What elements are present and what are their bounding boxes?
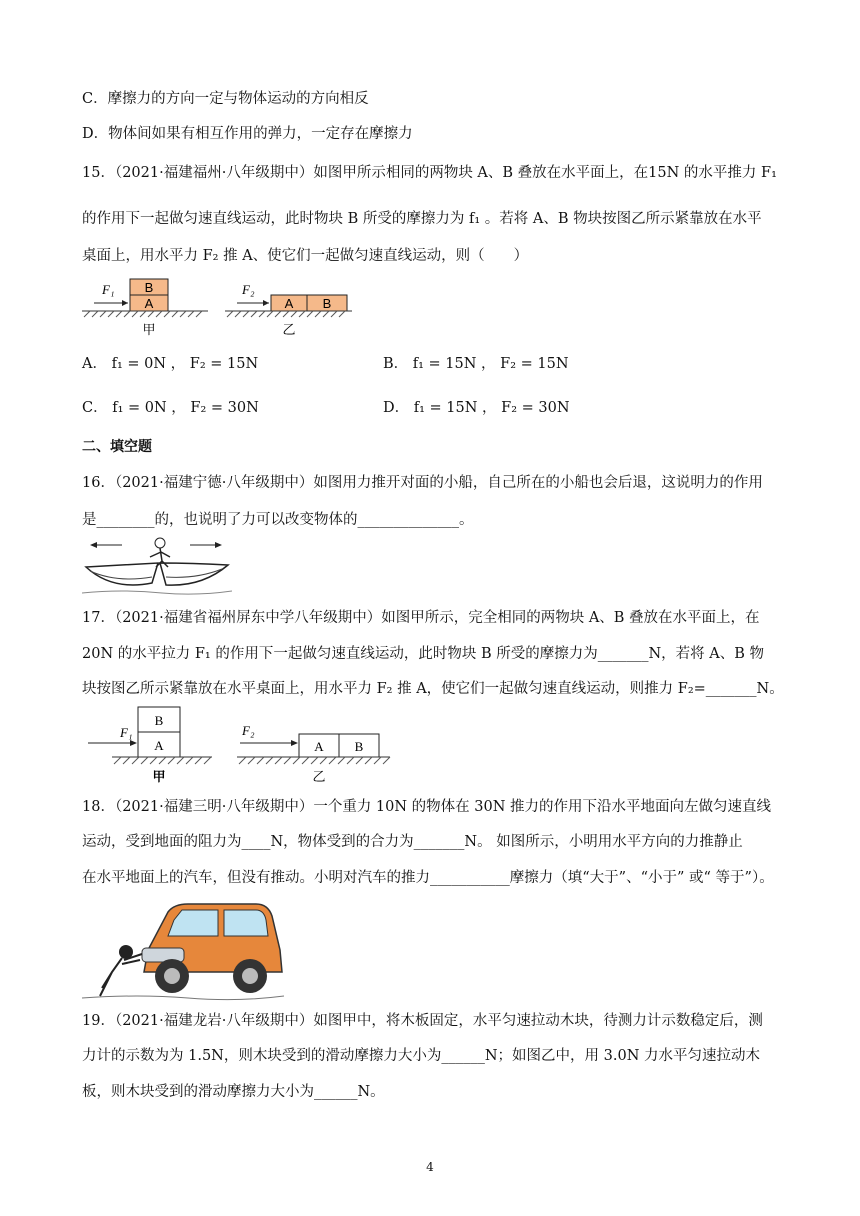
- q15-option-a: A． f₁ = 0N ， F₂ = 15N: [82, 356, 259, 372]
- q15-fig-right: [225, 282, 352, 338]
- q15-option-c: C． f₁ = 0N ， F₂ = 30N: [82, 400, 259, 416]
- boat-right: [160, 563, 228, 585]
- q18-line-3: 在水平地面上的汽车，但没有推动。小明对汽车的推力___________摩擦力（填“大于”、“小于” 或“ 等于”）。: [82, 870, 774, 886]
- force-label: F₂: [242, 282, 255, 297]
- arrow-head: [291, 740, 298, 746]
- label-b: B: [322, 296, 332, 311]
- force-label: F₁: [102, 282, 115, 297]
- force-label: F₂: [242, 723, 255, 738]
- arrow-head: [122, 300, 128, 306]
- q18-car-figure: [78, 890, 288, 1002]
- q16-line-2: 是________的，也说明了力可以改变物体的______________。: [82, 512, 474, 528]
- q18-line-2: 运动，受到地面的阻力为____N，物体受到的合力为_______N。 如图所示，小明用水平方向的力推静止: [82, 834, 743, 850]
- q16-line-1: 16．（2021·福建宁德·八年级期中）如图用力推开对面的小船，自己所在的小船也会后退，这说明力的作用: [82, 475, 763, 491]
- q14-option-c: C．摩擦力的方向一定与物体运动的方向相反: [82, 91, 369, 107]
- q19-line-2: 力计的示数为为 1.5N，则木块受到的滑动摩擦力大小为______N；如图乙中，用 3.0N 力水平匀速拉动木: [82, 1048, 761, 1064]
- caption-jia: 甲: [142, 323, 156, 338]
- caption-yi: 乙: [312, 770, 326, 785]
- arrow-head: [130, 740, 137, 746]
- caption-yi: 乙: [282, 323, 296, 338]
- q15-option-b: B． f₁ = 15N ， F₂ = 15N: [383, 356, 569, 372]
- caption-jia: 甲: [152, 770, 166, 785]
- q17-line-3: 块按图乙所示紧靠放在水平桌面上，用水平力 F₂ 推 A，使它们一起做匀速直线运动，则推力 F₂=_______N。: [82, 681, 784, 697]
- label-a: A: [144, 296, 154, 311]
- person-head: [155, 538, 165, 548]
- section-title: 二、填空题: [82, 439, 152, 455]
- q17-figure: [82, 705, 392, 785]
- q19-line-1: 19．（2021·福建龙岩·八年级期中）如图甲中，将木板固定，水平匀速拉动木块，待测力计示数稳定后，测: [82, 1013, 763, 1029]
- label-b: B: [144, 280, 154, 295]
- ground-line: [82, 996, 284, 1000]
- q14-option-d: D．物体间如果有相互作用的弹力，一定存在摩擦力: [82, 126, 413, 142]
- q15-fig-left: [82, 279, 208, 338]
- car-bumper: [142, 948, 184, 962]
- q15-option-d: D． f₁ = 15N ， F₂ = 30N: [383, 400, 570, 416]
- label-a: A: [154, 738, 164, 753]
- q15-line-3: 桌面上，用水平力 F₂ 推 A、使它们一起做匀速直线运动，则（ ）: [82, 248, 529, 264]
- q17-fig-left: [88, 707, 212, 785]
- q19-line-3: 板，则木块受到的滑动摩擦力大小为______N。: [82, 1084, 385, 1100]
- label-a: A: [314, 739, 324, 754]
- q15-line-2: 的作用下一起做匀速直线运动，此时物块 B 所受的摩擦力为 f₁ 。若将 A、B 物块按图乙所示紧靠放在水平: [82, 211, 762, 227]
- q17-line-2: 20N 的水平拉力 F₁ 的作用下一起做匀速直线运动，此时物块 B 所受的摩擦力为_______N，若将 A、B 物: [82, 646, 764, 662]
- q17-fig-right: [237, 723, 390, 785]
- q16-boats-figure: [82, 535, 232, 597]
- force-label: F₁: [120, 725, 133, 740]
- q15-line-1: 15．（2021·福建福州·八年级期中）如图甲所示相同的两物块 A、B 叠放在水平面上，在15N 的水平推力 F₁: [82, 165, 777, 181]
- q15-figure: [82, 277, 372, 339]
- car-window-rear: [224, 910, 268, 936]
- page-number: 4: [426, 1160, 434, 1174]
- label-b: B: [154, 713, 164, 728]
- q18-line-1: 18．（2021·福建三明·八年级期中）一个重力 10N 的物体在 30N 推力的作用下沿水平地面向左做匀速直线: [82, 799, 772, 815]
- label-b: B: [354, 739, 364, 754]
- label-a: A: [284, 296, 294, 311]
- boy-body: [100, 954, 142, 996]
- arrow-head: [263, 300, 269, 306]
- q17-line-1: 17．（2021·福建省福州屏东中学八年级期中）如图甲所示，完全相同的两物块 A、B 叠放在水平面上，在: [82, 610, 760, 626]
